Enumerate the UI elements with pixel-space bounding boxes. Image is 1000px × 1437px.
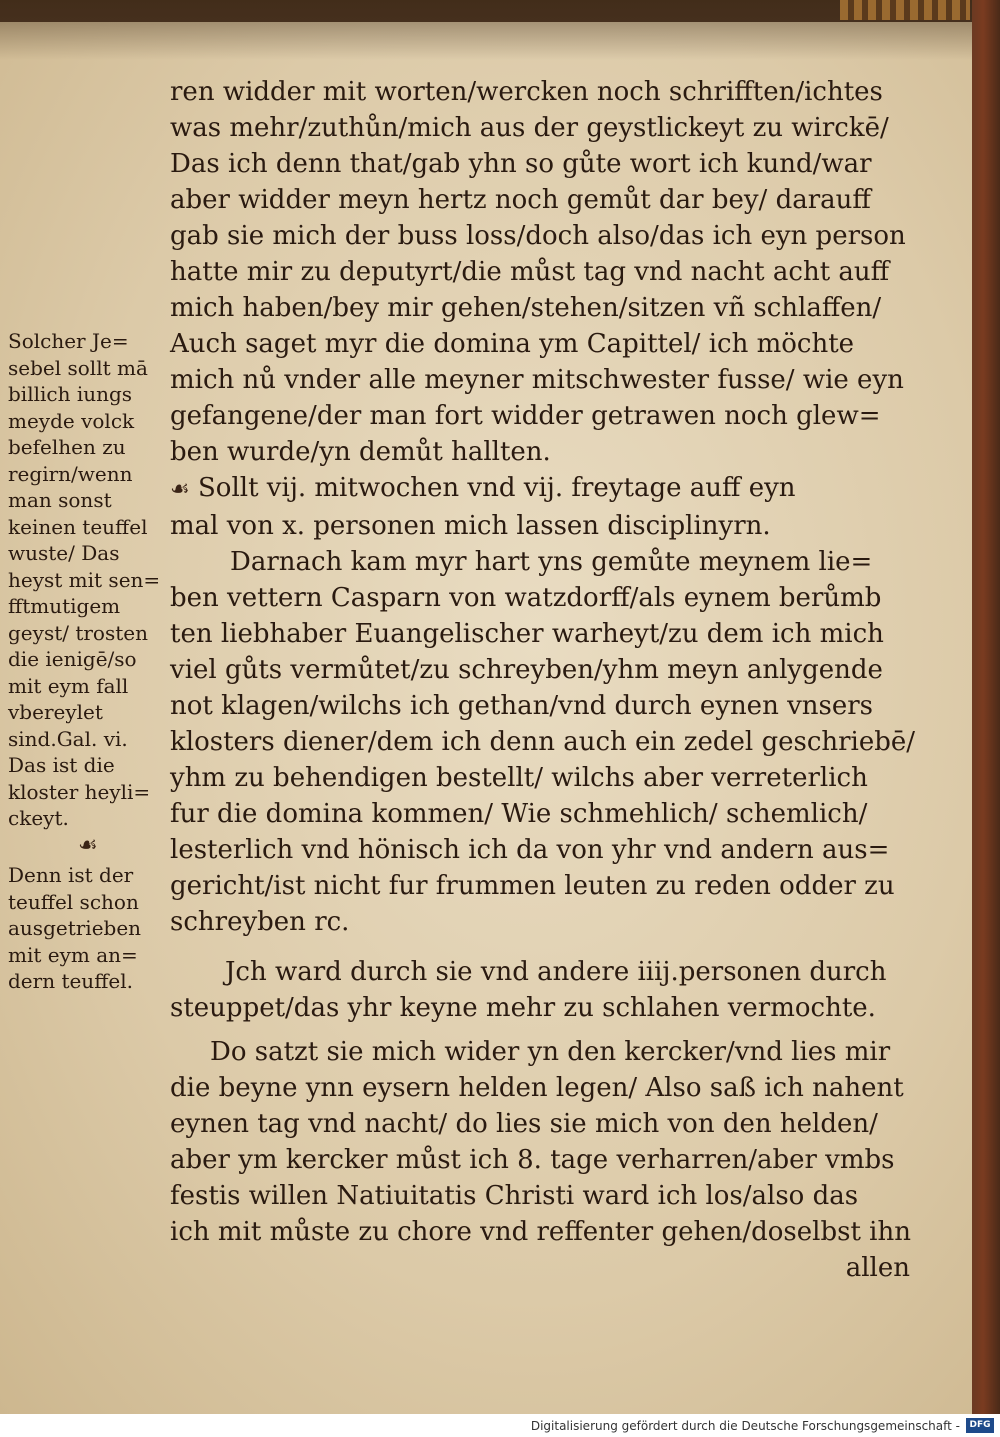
margin-line: wuste/ Das — [8, 541, 120, 565]
funding-credit: Digitalisierung gefördert durch die Deutsche Forschungsgemeinschaft - — [530, 1419, 960, 1433]
margin-line: keinen teuffel — [8, 514, 148, 539]
text-line — [170, 470, 910, 508]
margin-line: heyst mit sen= — [8, 567, 161, 592]
text-line: fur die domina kommen/ Wie schmehlich/ schemlich/ — [170, 799, 868, 829]
text-line: lesterlich vnd hönisch ich da von yhr vnd andern aus= — [170, 835, 890, 865]
text-line: ben wurde/yn demůt hallten. — [170, 437, 551, 467]
margin-line: dern teuffel. — [8, 969, 133, 993]
text-line: ich mit můste zu chore vnd reffenter gehen/doselbst ihn — [170, 1217, 911, 1247]
margin-line: vbereylet — [8, 700, 103, 724]
text-line: aber widder meyn hertz noch gemůt dar bey/ darauff — [170, 185, 871, 215]
margin-line: fftmutigem — [8, 594, 121, 618]
text-line: Do satzt sie mich wider yn den kercker/vnd lies mir — [210, 1037, 891, 1067]
fleuron-icon: ☙ — [170, 477, 190, 502]
text-line: mich nů vnder alle meyner mitschwester fusse/ wie eyn — [170, 365, 904, 395]
fleuron-icon: ☙ — [78, 832, 98, 858]
main-text-block — [170, 74, 916, 1286]
text-line: Auch saget myr die domina ym Capittel/ ich möchte — [170, 329, 855, 359]
text-line: mal von x. personen mich lassen disciplinyrn. — [170, 511, 771, 541]
text-line: yhm zu behendigen bestellt/ wilchs aber verreterlich — [170, 763, 868, 793]
text-line: hatte mir zu deputyrt/die můst tag vnd nacht acht auff — [170, 257, 890, 287]
text-line: not klagen/wilchs ich gethan/vnd durch eynen vnsers — [170, 691, 874, 721]
margin-line: billich iungs — [8, 382, 133, 406]
text-line: klosters diener/dem ich denn auch ein zedel geschriebē/ — [170, 727, 916, 757]
text-line: aber ym kercker můst ich 8. tage verharren/aber vmbs — [170, 1145, 895, 1175]
margin-line: befelhen zu — [8, 435, 126, 459]
margin-line: ckeyt. — [8, 806, 69, 830]
margin-line: meyde volck — [8, 408, 135, 433]
text-line: Darnach kam myr hart yns gemůte meynem lie= — [230, 547, 873, 577]
text-line: mich haben/bey mir gehen/stehen/sitzen vñ schlaffen/ — [170, 293, 882, 323]
margin-line: geyst/ trosten — [8, 620, 148, 645]
margin-line: sind.Gal. vi. — [8, 726, 128, 751]
text-line: schreyben rc. — [170, 907, 350, 937]
text-line: ten liebhaber Euangelischer warheyt/zu dem ich mich — [170, 619, 884, 649]
text-line: ben vettern Casparn von watzdorff/als eynem berůmb — [170, 583, 882, 613]
footer-bar — [0, 1414, 1000, 1437]
book-binding-edge — [972, 0, 1000, 1414]
text-line: steuppet/das yhr keyne mehr zu schlahen vermochte. — [170, 993, 876, 1023]
catchword: allen — [845, 1253, 910, 1283]
text-line: eynen tag vnd nacht/ do lies sie mich von den helden/ — [170, 1109, 878, 1139]
text-line: gab sie mich der buss loss/doch also/das ich eyn person — [170, 221, 906, 251]
margin-line: mit eym fall — [8, 673, 129, 698]
gilt-edge — [840, 0, 970, 20]
margin-line: Solcher Je= — [8, 329, 129, 353]
margin-line: sebel sollt mā — [8, 355, 148, 380]
margin-line: ausgetrieben — [8, 916, 142, 940]
text-line: viel gůts vermůtet/zu schreyben/yhm meyn anlygende — [170, 655, 883, 685]
dfg-logo-icon: DFG — [966, 1418, 994, 1433]
margin-line: Das ist die — [8, 753, 115, 777]
text-line: gefangene/der man fort widder getrawen noch glew= — [170, 401, 881, 431]
margin-line: mit eym an= — [8, 942, 138, 967]
margin-line: Denn ist der — [8, 863, 134, 887]
text-line: Jch ward durch sie vnd andere iiij.personen durch — [225, 957, 887, 987]
margin-line: regirn/wenn — [8, 461, 133, 486]
margin-line: teuffel schon — [8, 889, 139, 914]
margin-line: kloster heyli= — [8, 779, 151, 804]
text-line: gericht/ist nicht fur frummen leuten zu reden odder zu — [170, 871, 895, 901]
text-line: was mehr/zuthůn/mich aus der geystlickeyt zu wirckē/ — [170, 113, 889, 143]
margin-line: die ienigē/so — [8, 647, 137, 671]
margin-note-devil — [8, 862, 163, 995]
text-line: festis willen Natiuitatis Christi ward ich los/also das — [170, 1181, 859, 1211]
text-line: die beyne ynn eysern helden legen/ Also saß ich nahent — [170, 1073, 904, 1103]
text-segment: Sollt vij. mitwochen vnd vij. freytage auff eyn — [198, 473, 796, 503]
text-line: Das ich denn that/gab yhn so gůte wort ich kund/war — [170, 149, 872, 179]
margin-line: man sonst — [8, 488, 112, 512]
text-line: ren widder mit worten/wercken noch schrifften/ichtes — [170, 77, 883, 107]
margin-note-jezebel — [8, 328, 163, 859]
